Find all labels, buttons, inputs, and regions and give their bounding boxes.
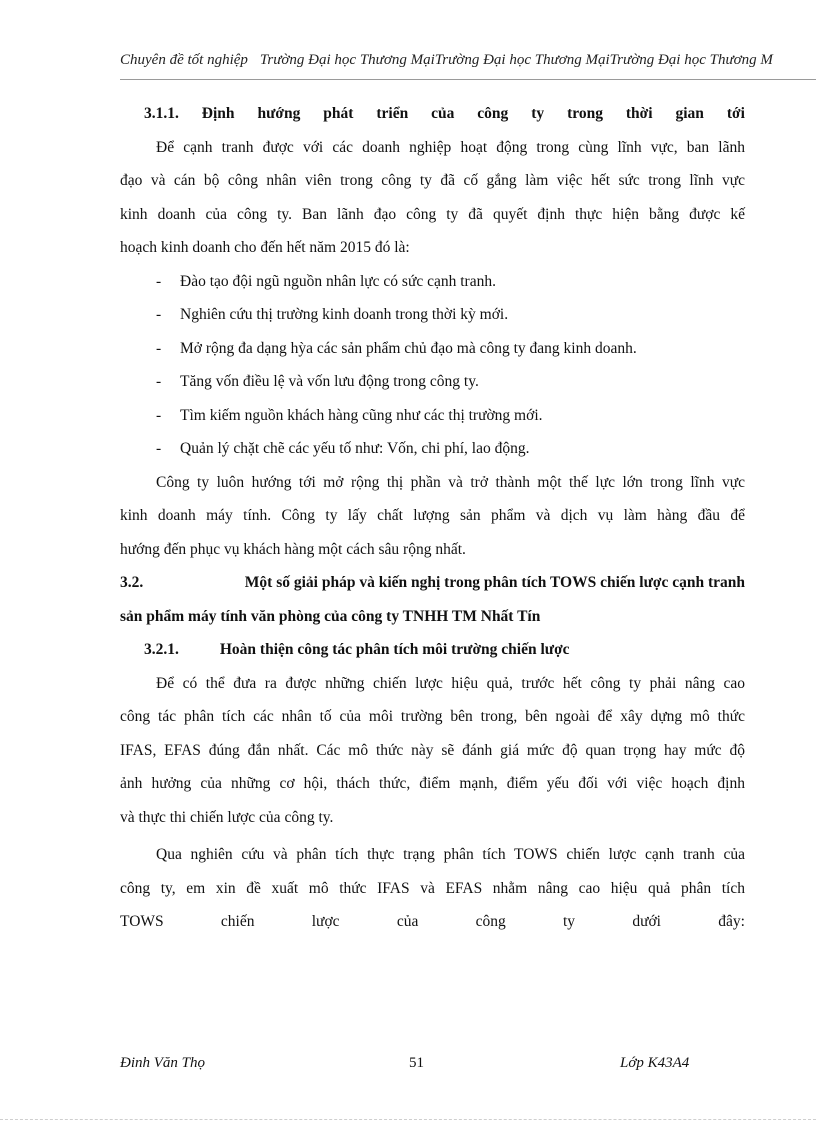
heading-word: gian xyxy=(675,105,704,122)
paragraph-line: công ty, em xin đề xuất mô thức IFAS và EFAS nhằm nâng cao hiệu quả phân tích xyxy=(120,879,745,897)
paragraph-line: hoạch kinh doanh cho đến hết năm 2015 đó là: xyxy=(120,239,410,256)
bullet-text: Nghiên cứu thị trường kinh doanh trong thời kỳ mới. xyxy=(180,306,509,323)
header-right: Trường Đại học Thương MạiTrường Đại học Thương MạiTrường Đại học Thương M xyxy=(259,52,773,68)
paragraph-line: Công ty luôn hướng tới mở rộng thị phần và trở thành một thế lực lớn trong lĩnh vực xyxy=(156,473,745,491)
bullet-item xyxy=(120,399,745,433)
heading-text: Một số giải pháp và kiến nghị trong phân tích TOWS chiến lược cạnh tranh xyxy=(244,574,745,591)
footer-class: Lớp K43A4 xyxy=(620,1055,690,1071)
paragraph-line: ảnh hưởng của những cơ hội, thách thức, điểm mạnh, điểm yếu đối với việc hoạch định xyxy=(120,775,745,792)
document-body xyxy=(120,97,745,939)
bullet-dash: - xyxy=(156,272,162,290)
section-heading-32-cont: sản phẩm máy tính văn phòng của công ty TNHH TM Nhất Tín xyxy=(120,607,541,625)
footer-author: Đinh Văn Thọ xyxy=(120,1055,206,1071)
bullet-text: Tăng vốn điều lệ và vốn lưu động trong công ty. xyxy=(180,373,479,390)
paragraph-line: công tác phân tích các nhân tố của môi trường bên trong, bên ngoài để xây dựng mô thức xyxy=(120,708,745,725)
heading-text: Hoàn thiện công tác phân tích môi trường chiến lược xyxy=(219,641,570,658)
spread-word: công xyxy=(475,913,506,930)
heading-word: thời xyxy=(625,105,653,122)
paragraph-line: Qua nghiên cứu và phân tích thực trạng phân tích TOWS chiến lược cạnh tranh của xyxy=(156,846,745,863)
bullet-dash: - xyxy=(156,306,162,323)
paragraph-line: Để cạnh tranh được với các doanh nghiệp hoạt động trong cùng lĩnh vực, ban lãnh xyxy=(156,138,745,156)
heading-word: ty xyxy=(531,105,545,122)
bullet-dash: - xyxy=(156,406,162,424)
header-left: Chuyên đề tốt nghiệp xyxy=(120,52,248,68)
spread-word: chiến xyxy=(220,913,255,930)
heading-word: Định xyxy=(201,105,235,122)
paragraph-line: Để có thể đưa ra được những chiến lược hiệu quả, trước hết công ty phải nâng cao xyxy=(156,674,745,692)
paragraph-line: hướng đến phục vụ khách hàng một cách sâu rộng nhất. xyxy=(120,540,466,558)
spread-word: của xyxy=(396,913,419,930)
paragraph-line: đạo và cán bộ công nhân viên trong công ty đã cố gắng làm việc hết sức trong lĩnh vực xyxy=(120,172,745,189)
bullet-item xyxy=(120,365,745,399)
paragraph-line: và thực thi chiến lược của công ty. xyxy=(120,808,334,826)
heading-word: phát xyxy=(323,105,354,122)
footer-page-number: 51 xyxy=(409,1055,424,1071)
spread-word: ty xyxy=(563,913,576,930)
spread-word: dưới xyxy=(632,913,661,930)
paragraph-line: kinh doanh máy tính. Công ty lấy chất lượng sản phẩm và dịch vụ làm hàng đầu để xyxy=(120,507,745,524)
bullet-dash: - xyxy=(156,440,162,457)
paragraph-line: IFAS, EFAS đúng đắn nhất. Các mô thức này sẽ đánh giá mức độ quan trọng hay mức độ xyxy=(120,741,745,759)
bullet-dash: - xyxy=(156,373,162,390)
spread-word: lược xyxy=(311,913,340,930)
bullet-item xyxy=(120,298,745,332)
heading-number: 3.1.1. xyxy=(144,105,179,122)
bullet-text: Mở rộng đa dạng hỳa các sản phẩm chủ đạo mà công ty đang kinh doanh. xyxy=(180,339,637,357)
heading-number: 3.2.1. xyxy=(144,641,179,658)
section-heading-321 xyxy=(120,633,745,667)
page-header xyxy=(120,52,816,69)
bullet-text: Đào tạo đội ngũ nguồn nhân lực có sức cạnh tranh. xyxy=(180,272,496,290)
page-bottom-rule xyxy=(0,1119,816,1120)
bullet-text: Quản lý chặt chẽ các yếu tố như: Vốn, chi phí, lao động. xyxy=(180,440,530,457)
header-rule xyxy=(120,79,816,80)
heading-word: công xyxy=(477,105,509,122)
bullet-item xyxy=(120,332,745,366)
bullet-item xyxy=(120,432,745,466)
heading-word: triển xyxy=(376,105,409,122)
heading-word: tới xyxy=(726,105,745,122)
paragraph-line-spread xyxy=(120,905,745,939)
paragraph-line: kinh doanh của công ty. Ban lãnh đạo công ty đã quyết định thực hiện bằng được kế xyxy=(120,205,745,223)
spread-word: đây: xyxy=(718,913,745,930)
section-heading-32 xyxy=(120,566,745,600)
section-heading-311 xyxy=(120,97,745,131)
heading-word: hướng xyxy=(257,105,301,122)
bullet-text: Tìm kiếm nguồn khách hàng cũng như các thị trường mới. xyxy=(180,406,543,424)
spread-word: TOWS xyxy=(120,913,164,930)
heading-word: của xyxy=(431,105,455,122)
bullet-dash: - xyxy=(156,339,162,357)
heading-number: 3.2. xyxy=(120,574,144,591)
bullet-item xyxy=(120,265,745,299)
heading-word: trong xyxy=(567,105,603,122)
